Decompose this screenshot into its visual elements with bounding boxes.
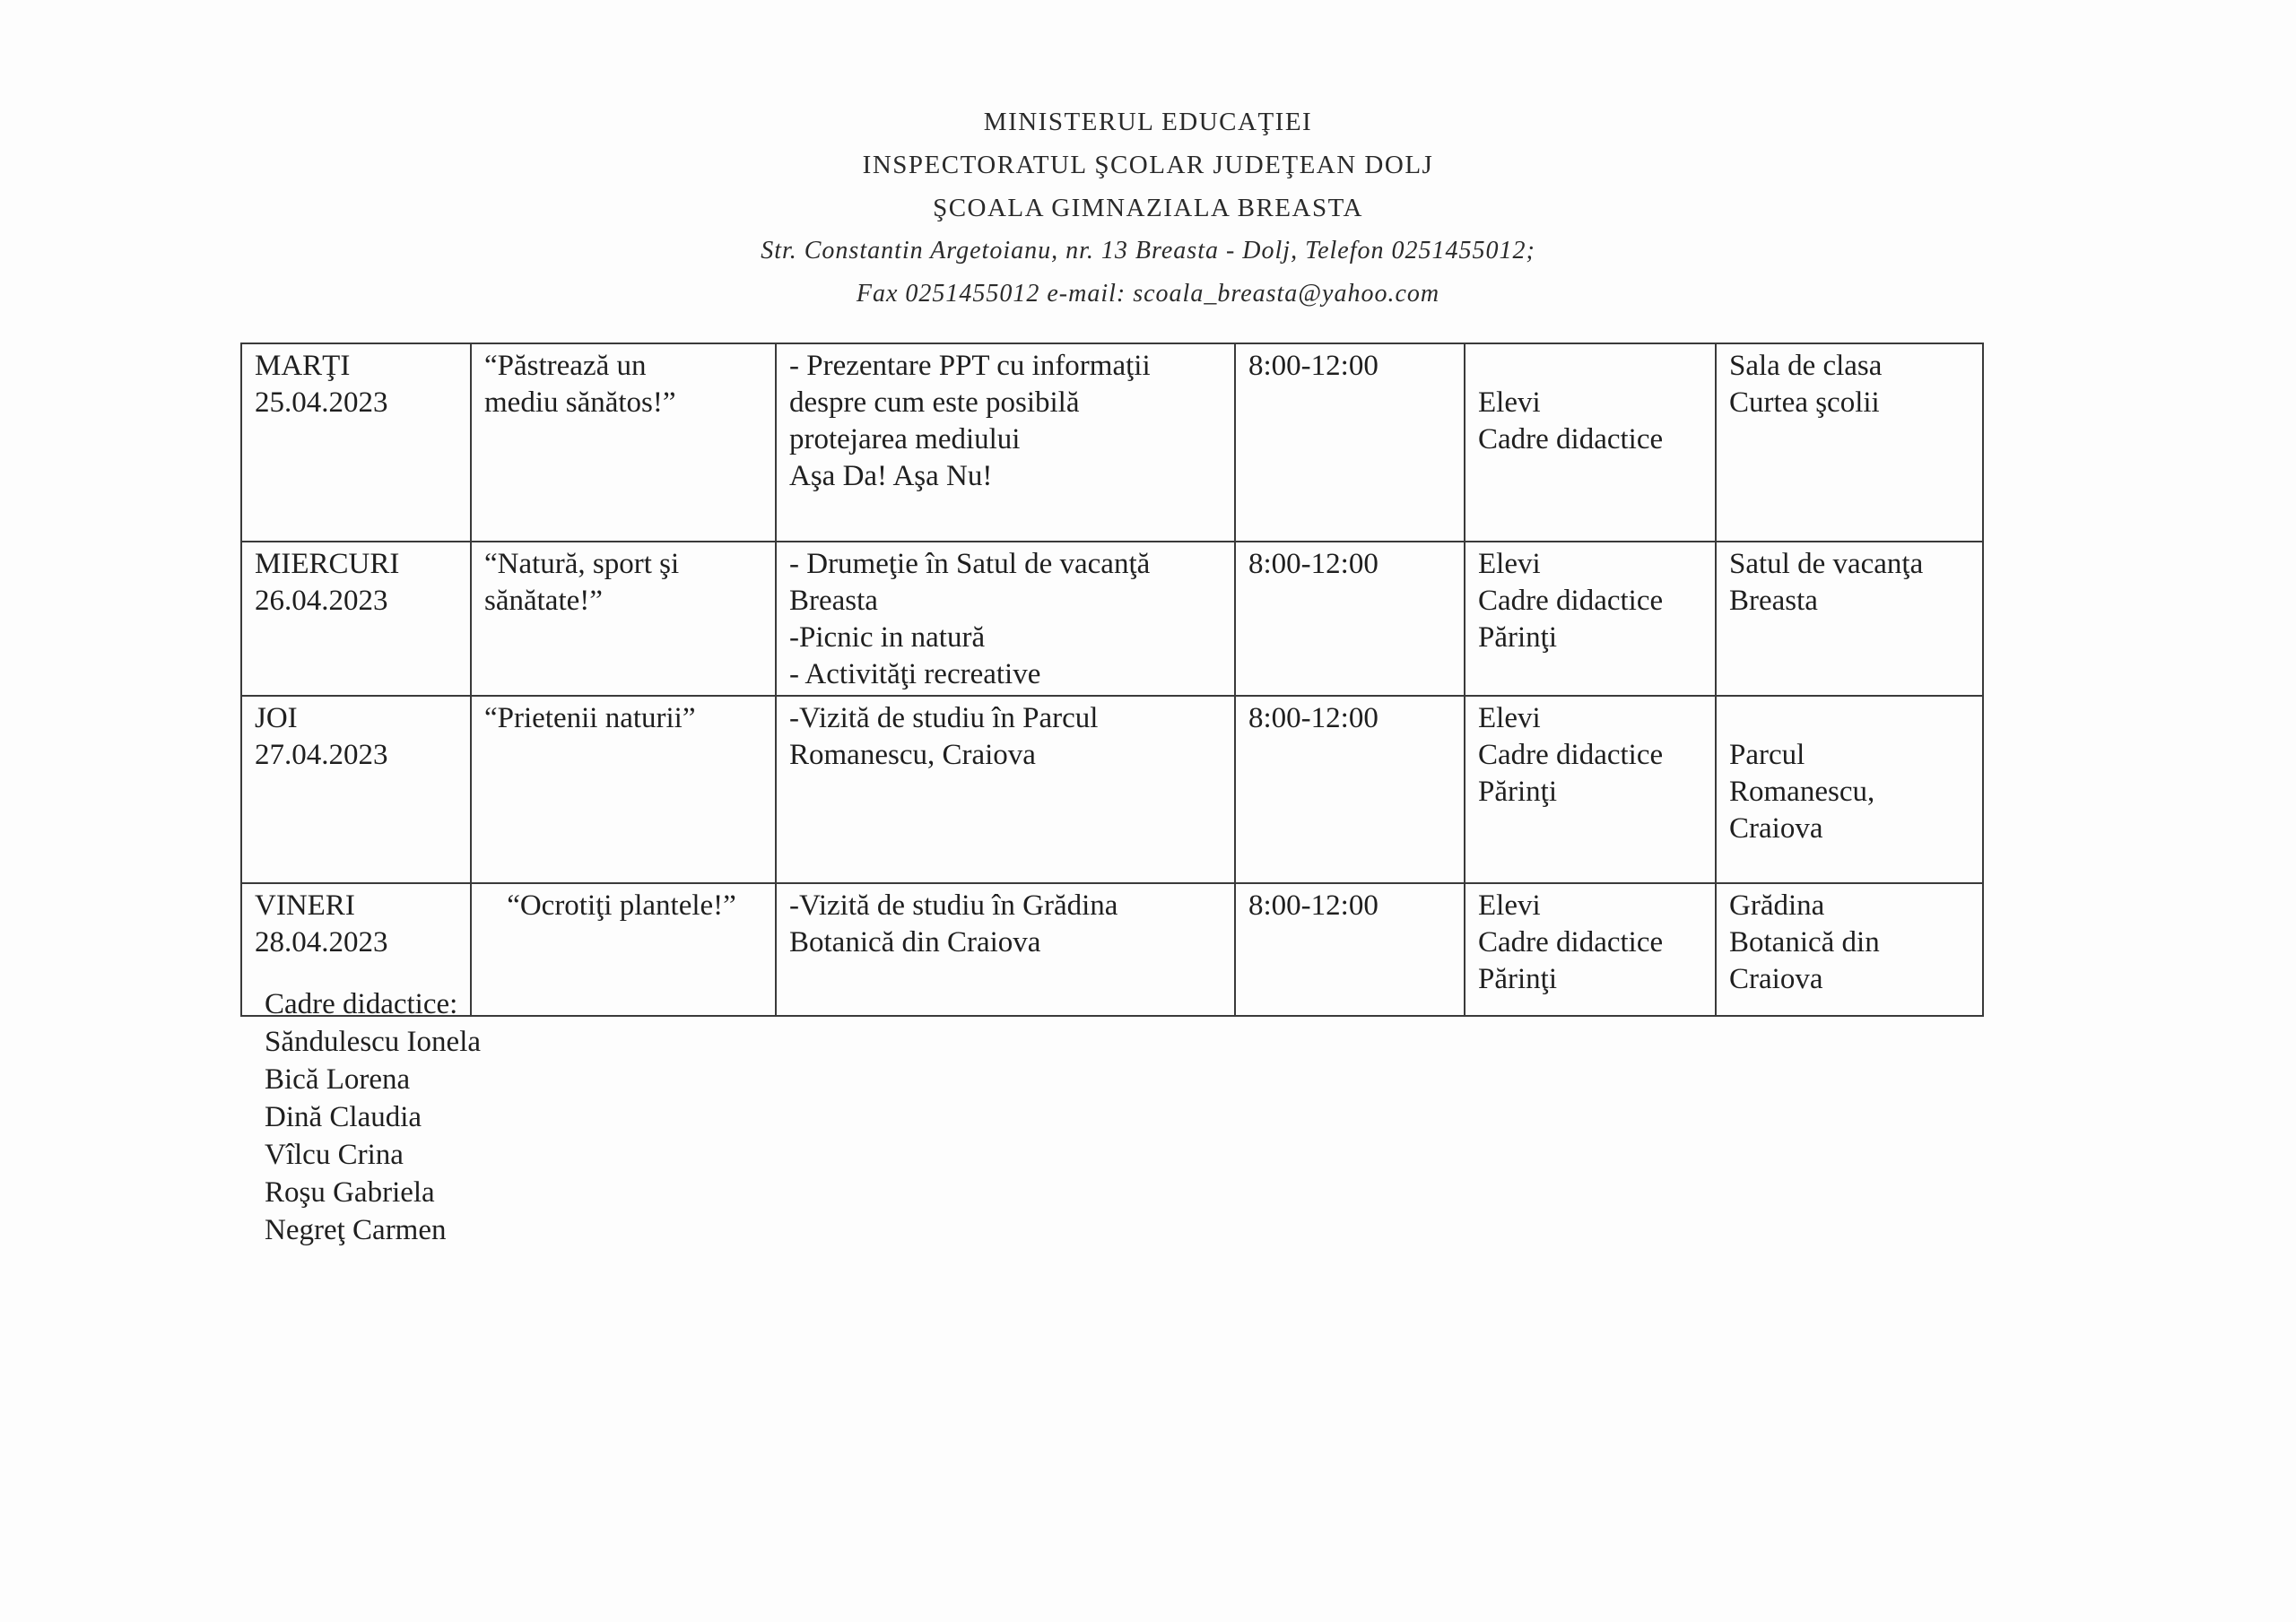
ministry-name: MINISTERUL EDUCAŢIEI bbox=[983, 108, 1313, 136]
location-line: Craiova bbox=[1729, 963, 1823, 995]
theme-line: sănătate!” bbox=[484, 585, 603, 617]
location-line: Parcul bbox=[1729, 739, 1805, 771]
time-cell bbox=[1235, 696, 1465, 883]
activity-line: Breasta bbox=[789, 585, 878, 617]
day-cell bbox=[241, 696, 471, 883]
location-line: Romanescu, bbox=[1729, 776, 1875, 808]
day-name: JOI bbox=[255, 702, 298, 734]
time-value: 8:00-12:00 bbox=[1248, 548, 1378, 580]
table-row bbox=[241, 696, 1983, 883]
school-address: Str. Constantin Argetoianu, nr. 13 Breasta - Dolj, Telefon 0251455012; bbox=[761, 237, 1535, 265]
location-line: Botanică din bbox=[1729, 926, 1880, 958]
activity-line: - Activităţi recreative bbox=[789, 658, 1041, 690]
time-value: 8:00-12:00 bbox=[1248, 702, 1378, 734]
time-cell bbox=[1235, 542, 1465, 696]
participants-cell bbox=[1465, 696, 1716, 883]
theme-cell bbox=[471, 696, 776, 883]
location-cell bbox=[1716, 542, 1983, 696]
participant: Cadre didactice bbox=[1478, 585, 1664, 617]
day-date: 26.04.2023 bbox=[255, 585, 388, 617]
time-value: 8:00-12:00 bbox=[1248, 889, 1378, 922]
day-date: 28.04.2023 bbox=[255, 926, 388, 958]
teachers-title: Cadre didactice: bbox=[265, 988, 458, 1020]
teacher-name: Dină Claudia bbox=[265, 1101, 422, 1133]
time-value: 8:00-12:00 bbox=[1248, 350, 1378, 382]
teacher-name: Negreţ Carmen bbox=[265, 1214, 447, 1246]
inspectorate-name: INSPECTORATUL ŞCOLAR JUDEŢEAN DOLJ bbox=[862, 151, 1434, 179]
day-name: VINERI bbox=[255, 889, 355, 922]
location-line: Sala de clasa bbox=[1729, 350, 1883, 382]
theme-cell bbox=[471, 542, 776, 696]
location-line: Grădina bbox=[1729, 889, 1825, 922]
day-date: 25.04.2023 bbox=[255, 386, 388, 419]
theme-cell bbox=[471, 343, 776, 542]
table-row bbox=[241, 883, 1983, 1016]
location-line: Craiova bbox=[1729, 812, 1823, 845]
theme-line: “Natură, sport şi bbox=[484, 548, 680, 580]
day-name: MARŢI bbox=[255, 350, 351, 382]
participants-cell bbox=[1465, 883, 1716, 1016]
participants-cell bbox=[1465, 542, 1716, 696]
school-fax-email: Fax 0251455012 e-mail: scoala_breasta@yahoo.com bbox=[856, 280, 1440, 308]
activity-line: -Picnic in natură bbox=[789, 621, 986, 654]
letterhead bbox=[0, 100, 2296, 316]
location-line: Breasta bbox=[1729, 585, 1818, 617]
day-cell bbox=[241, 542, 471, 696]
participants-cell bbox=[1465, 343, 1716, 542]
time-cell bbox=[1235, 883, 1465, 1016]
theme-line: mediu sănătos!” bbox=[484, 386, 676, 419]
activity-line: - Drumeţie în Satul de vacanţă bbox=[789, 548, 1151, 580]
activity-cell bbox=[776, 883, 1235, 1016]
location-cell bbox=[1716, 883, 1983, 1016]
participant: Elevi bbox=[1478, 889, 1541, 922]
activity-line: Aşa Da! Aşa Nu! bbox=[789, 460, 993, 492]
theme-cell bbox=[471, 883, 776, 1016]
time-cell bbox=[1235, 343, 1465, 542]
participant: Elevi bbox=[1478, 702, 1541, 734]
participant: Părinţi bbox=[1478, 621, 1557, 654]
activity-line: Botanică din Craiova bbox=[789, 926, 1041, 958]
table-row bbox=[241, 542, 1983, 696]
activity-line: Romanescu, Craiova bbox=[789, 739, 1036, 771]
location-line: Curtea şcolii bbox=[1729, 386, 1880, 419]
table-row bbox=[241, 343, 1983, 542]
location-cell bbox=[1716, 343, 1983, 542]
activity-line: protejarea mediului bbox=[789, 423, 1021, 455]
participant: Elevi bbox=[1478, 548, 1541, 580]
location-line: Satul de vacanţa bbox=[1729, 548, 1924, 580]
activity-schedule-table bbox=[240, 343, 1984, 1017]
teachers-list bbox=[265, 985, 481, 1249]
activity-line: -Vizită de studiu în Grădina bbox=[789, 889, 1118, 922]
activity-cell bbox=[776, 542, 1235, 696]
activity-line: despre cum este posibilă bbox=[789, 386, 1080, 419]
location-cell bbox=[1716, 696, 1983, 883]
teacher-name: Săndulescu Ionela bbox=[265, 1026, 482, 1058]
theme-line: “Păstrează un bbox=[484, 350, 647, 382]
activity-line: - Prezentare PPT cu informaţii bbox=[789, 350, 1151, 382]
participant: Cadre didactice bbox=[1478, 423, 1664, 455]
theme-line: “Prietenii naturii” bbox=[484, 702, 696, 734]
activity-cell bbox=[776, 696, 1235, 883]
theme-line: “Ocrotiţi plantele!” bbox=[507, 889, 736, 922]
day-cell bbox=[241, 343, 471, 542]
teacher-name: Vîlcu Crina bbox=[265, 1139, 404, 1171]
teacher-name: Roşu Gabriela bbox=[265, 1176, 435, 1209]
activity-cell bbox=[776, 343, 1235, 542]
participant: Părinţi bbox=[1478, 776, 1557, 808]
participant: Părinţi bbox=[1478, 963, 1557, 995]
participant: Elevi bbox=[1478, 386, 1541, 419]
teacher-name: Bică Lorena bbox=[265, 1063, 411, 1096]
day-name: MIERCURI bbox=[255, 548, 400, 580]
school-name: ŞCOALA GIMNAZIALA BREASTA bbox=[933, 194, 1363, 222]
participant: Cadre didactice bbox=[1478, 926, 1664, 958]
activity-line: -Vizită de studiu în Parcul bbox=[789, 702, 1099, 734]
day-date: 27.04.2023 bbox=[255, 739, 388, 771]
participant: Cadre didactice bbox=[1478, 739, 1664, 771]
